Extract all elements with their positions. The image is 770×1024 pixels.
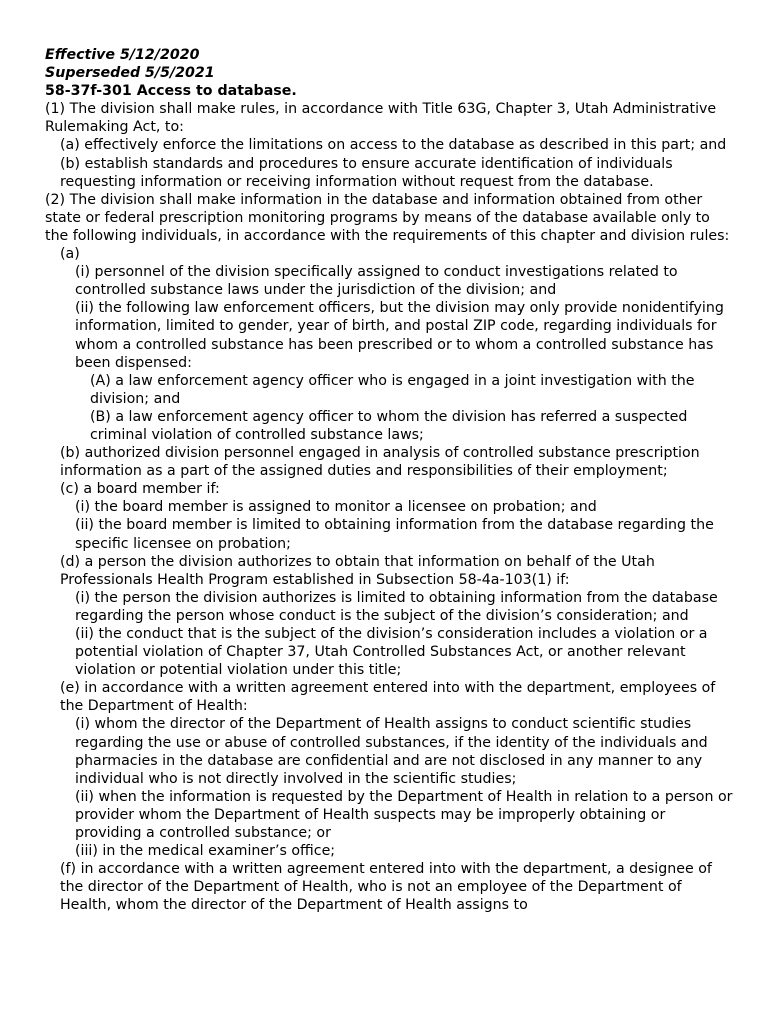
paragraph-2a-ii-B: (B) a law enforcement agency officer to whom the division has referred a suspected criminal violation of controlled substance laws;	[90, 408, 688, 443]
paragraph-2a-ii: (ii) the following law enforcement officers, but the division may only provide nonidentifying information, limited to gender, year of birth, and postal ZIP code, regarding individuals for whom a controlled substance has been prescribed or to whom a controlled substance has been dispensed:	[75, 300, 724, 371]
paragraph-2e: (e) in accordance with a written agreement entered into with the department, employees of the Department of Health:	[60, 680, 716, 715]
paragraph-2e-i: (i) whom the director of the Department of Health assigns to conduct scientific studies regarding the use or abuse of controlled substances, if the identity of the individuals and pharmacies in the database are confidential and are not disclosed in any manner to any individual who is not directly involved in the scientific studies;	[75, 716, 708, 787]
paragraph-2b: (b) authorized division personnel engaged in analysis of controlled substance prescription information as a part of the assigned duties and responsibilities of their employment;	[60, 445, 700, 480]
paragraph-1a: (a) effectively enforce the limitations on access to the database as described in this part; and	[60, 137, 727, 154]
paragraph-2a-i: (i) personnel of the division specifically assigned to conduct investigations related to controlled substance laws under the jurisdiction of the division; and	[75, 264, 678, 299]
paragraph-2a: (a)	[60, 246, 80, 263]
document-body	[45, 46, 735, 915]
paragraph-2d-i: (i) the person the division authorizes is limited to obtaining information from the database regarding the person whose conduct is the subject of the division’s consideration; and	[75, 589, 718, 624]
paragraph-2d: (d) a person the division authorizes to obtain that information on behalf of the Utah Professionals Health Program established in Subsection 58-4a-103(1) if:	[60, 553, 655, 588]
paragraph-2a-ii-A: (A) a law enforcement agency officer who is engaged in a joint investigation with the division; and	[90, 372, 695, 407]
paragraph-2e-iii: (iii) in the medical examiner’s office;	[75, 843, 336, 860]
paragraph-2c: (c) a board member if:	[60, 481, 220, 498]
paragraph-2d-ii: (ii) the conduct that is the subject of the division’s consideration includes a violation or a potential violation of Chapter 37, Utah Controlled Substances Act, or another relevant violation or potential violation under this title;	[75, 626, 708, 679]
paragraph-2c-i: (i) the board member is assigned to monitor a licensee on probation; and	[75, 499, 597, 516]
paragraph-2: (2) The division shall make information in the database and information obtained from other state or federal prescription monitoring programs by means of the database available only to the following individuals, in accordance with the requirements of this chapter and division rules:	[45, 191, 730, 244]
paragraph-1: (1) The division shall make rules, in accordance with Title 63G, Chapter 3, Utah Administrative Rulemaking Act, to:	[45, 101, 717, 136]
superseded-date: Superseded 5/5/2021	[45, 65, 215, 82]
paragraph-2c-ii: (ii) the board member is limited to obtaining information from the database regarding the specific licensee on probation;	[75, 517, 714, 552]
paragraph-2f: (f) in accordance with a written agreement entered into with the department, a designee of the director of the Department of Health, who is not an employee of the Department of Health, whom the director of the Department of Health assigns to	[60, 861, 712, 914]
paragraph-2e-ii: (ii) when the information is requested by the Department of Health in relation to a person or provider whom the Department of Health suspects may be improperly obtaining or providing a controlled substance; or	[75, 788, 733, 842]
section-title: 58-37f-301 Access to database.	[45, 83, 297, 100]
paragraph-1b: (b) establish standards and procedures to ensure accurate identification of individuals requesting information or receiving information without request from the database.	[60, 155, 673, 190]
effective-date: Effective 5/12/2020	[45, 47, 200, 63]
